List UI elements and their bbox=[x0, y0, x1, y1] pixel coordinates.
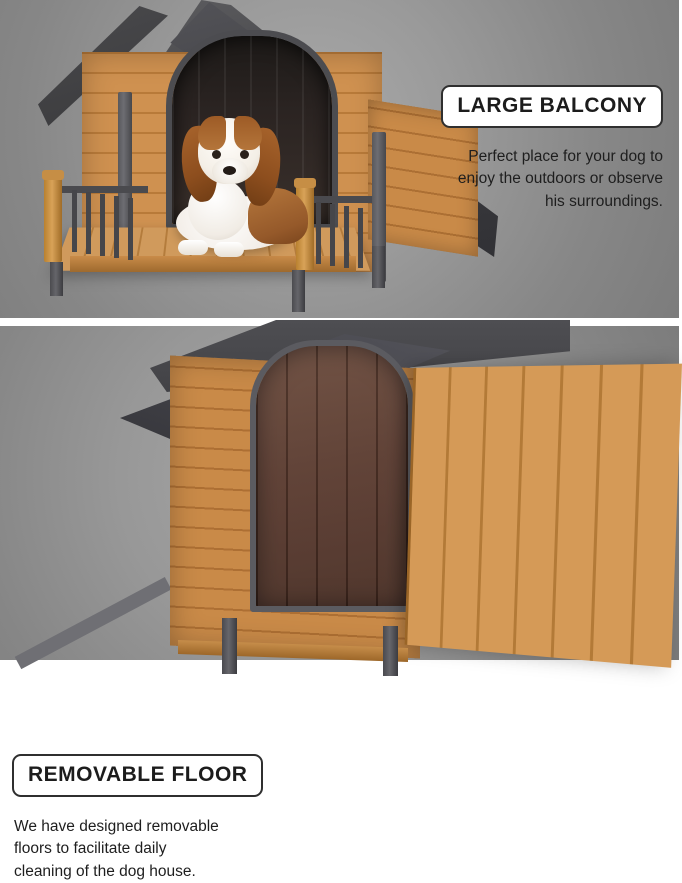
baluster bbox=[344, 206, 349, 268]
dog-paw-right bbox=[214, 242, 244, 257]
dog-eye-right bbox=[240, 150, 249, 159]
railing-newel-post-left bbox=[44, 178, 62, 262]
baluster bbox=[86, 192, 91, 254]
railing-post-cap-right bbox=[294, 178, 316, 188]
support-leg-rear-right bbox=[372, 246, 385, 288]
panel-large-balcony bbox=[0, 0, 679, 318]
baluster bbox=[358, 208, 363, 268]
dog-nose bbox=[223, 166, 236, 175]
baluster bbox=[330, 204, 335, 266]
railing-post-cap-left bbox=[42, 170, 64, 180]
door-frame bbox=[250, 340, 414, 612]
panel-removable-floor bbox=[0, 326, 679, 880]
baluster bbox=[316, 202, 321, 264]
dog-head-marking-left bbox=[198, 116, 226, 150]
baluster bbox=[128, 198, 133, 260]
support-leg-left bbox=[222, 618, 237, 674]
dog-paw-left bbox=[178, 240, 208, 255]
removable-floor-panel bbox=[405, 364, 682, 668]
callout-title-large-balcony: LARGE BALCONY bbox=[441, 85, 663, 128]
callout-title-removable-floor: REMOVABLE FLOOR bbox=[12, 754, 263, 797]
support-leg-front-right bbox=[292, 270, 305, 312]
baluster bbox=[100, 194, 105, 256]
baluster bbox=[114, 196, 119, 258]
support-leg-right bbox=[383, 626, 398, 676]
callout-body-removable-floor: We have designed removable floors to facilitate daily cleaning of the dog house. bbox=[14, 818, 219, 880]
callout-body-large-balcony: Perfect place for your dog to enjoy the outdoors or observe his surroundings. bbox=[457, 148, 663, 210]
baluster bbox=[72, 190, 77, 252]
support-leg-front-left bbox=[50, 262, 63, 296]
dog-eye-left bbox=[212, 150, 221, 159]
